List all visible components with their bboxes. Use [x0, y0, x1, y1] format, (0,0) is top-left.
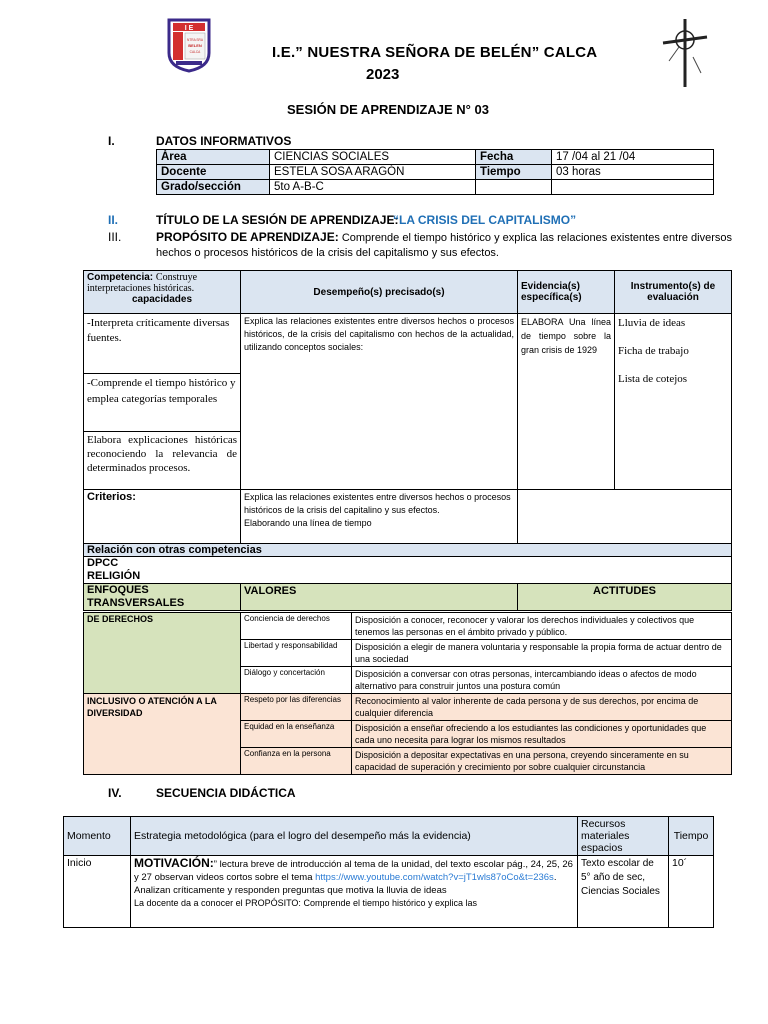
section-4-title: SECUENCIA DIDÁCTICA	[156, 786, 296, 800]
after-link-text: . Analizan críticamente y responden preguntas que motiva la lluvia de ideas	[134, 872, 557, 896]
competencia-value: Construye interpretaciones históricas.	[87, 272, 198, 294]
section-2-number: II.	[108, 213, 119, 227]
section-1-number: I.	[108, 134, 115, 148]
logo-text: I E	[184, 25, 194, 32]
enfoque-inclusivo: INCLUSIVO O ATENCIÓN A LA DIVERSIDAD	[84, 694, 241, 775]
momento-inicio: Inicio	[64, 856, 131, 928]
capacidad-2: -Comprende el tiempo histórico y emplea categorías temporales	[84, 374, 241, 432]
section-3-number: III.	[108, 230, 122, 244]
docente-label: Docente	[157, 165, 270, 180]
momento-header: Momento	[64, 817, 131, 856]
desempeno-header: Desempeño(s) precisado(s)	[241, 271, 518, 314]
evidencia-text: ELABORA Una línea de tiempo sobre la gran crisis de 1929	[518, 314, 615, 490]
estrategia-cell	[131, 856, 578, 928]
motivacion-text: ” lectura breve de introducción al tema de la unidad, del texto escolar pág., 24, 25, 26 y 27 observan videos cortos sobre el tema	[134, 859, 573, 883]
actitudes-header: ACTITUDES	[518, 584, 732, 611]
grado-value: 5to A-B-C	[270, 180, 476, 195]
criterios-text-2: Elaborando una línea de tiempo	[244, 518, 372, 528]
video-link[interactable]: https://www.youtube.com/watch?v=jT1wls87oCo&t=236s	[315, 872, 554, 883]
section-1-title: DATOS INFORMATIVOS	[156, 134, 292, 148]
section-2-title: TÍTULO DE LA SESIÓN DE APRENDIZAJE:	[156, 213, 399, 227]
criterios-cell	[241, 490, 518, 544]
purpose-block	[156, 230, 732, 261]
valor-3: Diálogo y concertación	[241, 667, 352, 694]
grado-label: Grado/sección	[157, 180, 270, 195]
relacion-item-2: RELIGIÓN	[87, 570, 141, 582]
cross-emblem-icon	[657, 17, 713, 89]
capacidad-3: Elabora explicaciones históricas reconociendo la relevancia de determinados procesos.	[84, 432, 241, 490]
proposito-intro: La docente da a conocer el PROPÓSITO:	[134, 898, 301, 908]
enfoques-header: ENFOQUES TRANSVERSALES	[84, 584, 241, 611]
school-year: 2023	[366, 66, 400, 83]
instrumento-header: Instrumento(s) de evaluación	[615, 271, 732, 314]
tiempo-label: Tiempo	[476, 165, 552, 180]
school-title: I.E.” NUESTRA SEÑORA DE BELÉN” CALCA	[272, 44, 598, 61]
criterios-empty	[518, 490, 732, 544]
svg-text:NTRA SRA: NTRA SRA	[187, 38, 203, 42]
capacidad-1: -Interpreta críticamente diversas fuentes.	[84, 314, 241, 374]
area-label: Área	[157, 150, 270, 165]
info-table	[156, 149, 714, 195]
relacion-label: Relación con otras competencias	[84, 544, 732, 557]
tiempo-header: Tiempo	[669, 817, 714, 856]
relacion-item-1: DPCC	[87, 557, 119, 569]
instrumento-3: Lista de cotejos	[618, 373, 688, 385]
relacion-items	[84, 557, 732, 584]
fecha-value: 17 /04 al 21 /04	[552, 150, 714, 165]
actitud-3: Disposición a conversar con otras personas, intercambiando ideas o afectos de modo alternativo para construir juntos una postura común	[352, 667, 732, 694]
session-topic: “LA CRISIS DEL CAPITALISMO”	[393, 213, 577, 227]
valor-2: Libertad y responsabilidad	[241, 640, 352, 667]
recursos-header: Recursos materiales espacios	[578, 817, 669, 856]
instrumento-2: Ficha de trabajo	[618, 345, 689, 357]
criterios-label: Criterios:	[84, 490, 241, 544]
actitud-6: Disposición a depositar expectativas en una persona, creyendo sinceramente en su capacidad de superación y crecimiento por sobre cualquier circunstancia	[352, 748, 732, 775]
proposito-text: Comprende el tiempo histórico y explica las	[303, 898, 478, 908]
competencies-table	[83, 270, 732, 611]
instrumento-1: Lluvia de ideas	[618, 317, 686, 329]
svg-text:BELEN: BELEN	[188, 43, 202, 48]
recursos-cell: Texto escolar de 5° año de sec, Ciencias Sociales	[578, 856, 669, 928]
actitud-5: Disposición a enseñar ofreciendo a los estudiantes las condiciones y oportunidades que cada uno necesita para lograr los mismos resultados	[352, 721, 732, 748]
actitud-4: Reconocimiento al valor inherente de cada persona y de sus derechos, por encima de cualquier diferencia	[352, 694, 732, 721]
valor-6: Confianza en la persona	[241, 748, 352, 775]
motivacion-label: MOTIVACIÓN:	[134, 856, 214, 870]
sequence-table	[63, 816, 714, 928]
actitud-1: Disposición a conocer, reconocer y valorar los derechos individuales y colectivos que tenemos las personas en el ámbito privado y público.	[352, 613, 732, 640]
evidencia-header: Evidencia(s) específica(s)	[518, 271, 615, 314]
actitud-2: Disposición a elegir de manera voluntaria y responsable la propia forma de actuar dentro de una sociedad	[352, 640, 732, 667]
capacidades-label: capacidades	[131, 294, 193, 305]
tiempo-value: 03 horas	[552, 165, 714, 180]
valor-4: Respeto por las diferencias	[241, 694, 352, 721]
valor-1: Conciencia de derechos	[241, 613, 352, 640]
fecha-label: Fecha	[476, 150, 552, 165]
tiempo-cell: 10´	[669, 856, 714, 928]
section-4-number: IV.	[108, 786, 122, 800]
valores-header: VALORES	[241, 584, 518, 611]
svg-text:CALCA: CALCA	[189, 50, 201, 54]
competencia-header	[84, 271, 241, 314]
area-value: CIENCIAS SOCIALES	[270, 150, 476, 165]
session-title: SESIÓN DE APRENDIZAJE N° 03	[287, 102, 489, 117]
competencia-label: Competencia:	[87, 272, 154, 283]
section-3-title: PROPÓSITO DE APRENDIZAJE:	[156, 230, 339, 244]
docente-value: ESTELA SOSA ARAGÓN	[270, 165, 476, 180]
estrategia-header: Estrategia metodológica (para el logro del desempeño más la evidencia)	[131, 817, 578, 856]
school-logo	[166, 17, 212, 73]
valor-5: Equidad en la enseñanza	[241, 721, 352, 748]
enfoque-derechos: DE DERECHOS	[84, 613, 241, 694]
purpose-text: Comprende el tiempo histórico y explica las relaciones existentes entre diversos hechos o procesos históricos de la crisis del capitalismo y sus efectos.	[156, 232, 733, 259]
criterios-text: Explica las relaciones existentes entre diversos hechos o procesos históricos de la crisis del capitalino y sus efectos.	[244, 492, 511, 515]
instrumentos-cell	[615, 314, 732, 490]
desempeno-text: Explica las relaciones existentes entre diversos hechos o procesos históricos, de la crisis del capitalismo con hechos de la actualidad, utilizando conceptos sociales:	[241, 314, 518, 490]
enfoques-table	[83, 612, 732, 775]
